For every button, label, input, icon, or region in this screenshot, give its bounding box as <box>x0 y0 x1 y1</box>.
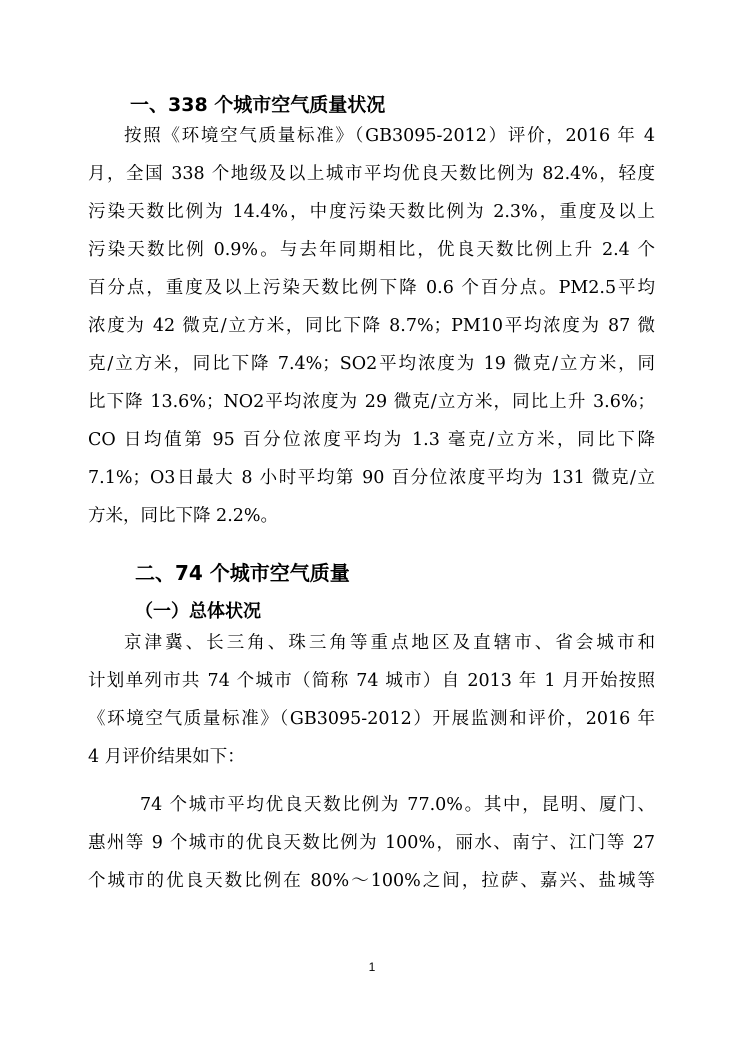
paragraph-line: 比下降 13.6%；NO2平均浓度为 29 微克/立方米，同比上升 3.6%； <box>88 392 655 412</box>
paragraph-line: 百分点，重度及以上污染天数比例下降 0.6 个百分点。PM2.5平均 <box>88 278 655 298</box>
paragraph-line: 方米，同比下降 2.2%。 <box>88 506 279 526</box>
paragraph-line: 京津冀、长三角、珠三角等重点地区及直辖市、省会城市和 <box>124 633 655 653</box>
paragraph-line: 污染天数比例为 14.4%，中度污染天数比例为 2.3%，重度及以上 <box>88 202 655 222</box>
section2-heading: 二、74 个城市空气质量 <box>135 561 350 585</box>
paragraph-line: CO 日均值第 95 百分位浓度平均为 1.3 毫克/立方米，同比下降 <box>88 430 655 450</box>
paragraph-line: 4 月评价结果如下： <box>88 747 245 767</box>
paragraph-line: 克/立方米，同比下降 7.4%；SO2平均浓度为 19 微克/立方米，同 <box>88 354 655 374</box>
section2-paragraph-1 <box>88 624 655 776</box>
section2-subheading: （一）总体状况 <box>135 601 261 622</box>
paragraph-line: 个城市的优良天数比例在 80%～100%之间，拉萨、嘉兴、盐城等 <box>88 871 655 891</box>
paragraph-line: 浓度为 42 微克/立方米，同比下降 8.7%；PM10平均浓度为 87 微 <box>88 316 655 336</box>
paragraph-line: 惠州等 9 个城市的优良天数比例为 100%，丽水、南宁、江门等 27 <box>88 833 655 853</box>
paragraph-line: 月，全国 338 个地级及以上城市平均优良天数比例为 82.4%，轻度 <box>88 164 655 184</box>
section1-paragraph <box>88 117 655 535</box>
section1-heading: 一、338 个城市空气质量状况 <box>130 94 386 116</box>
paragraph-line: 计划单列市共 74 个城市（简称 74 城市）自 2013 年 1 月开始按照 <box>88 671 655 691</box>
paragraph-line: 《环境空气质量标准》（GB3095-2012）开展监测和评价，2016 年 <box>88 709 655 729</box>
paragraph-line: 7.1%；O3日最大 8 小时平均第 90 百分位浓度平均为 131 微克/立 <box>88 468 655 488</box>
paragraph-line: 按照《环境空气质量标准》（GB3095-2012）评价，2016 年 4 <box>124 126 655 146</box>
paragraph-line: 74 个城市平均优良天数比例为 77.0%。其中，昆明、厦门、 <box>140 795 655 815</box>
section2-paragraph-2 <box>88 786 655 900</box>
page-number: 1 <box>368 960 376 974</box>
paragraph-line: 污染天数比例 0.9%。与去年同期相比，优良天数比例上升 2.4 个 <box>88 240 655 260</box>
